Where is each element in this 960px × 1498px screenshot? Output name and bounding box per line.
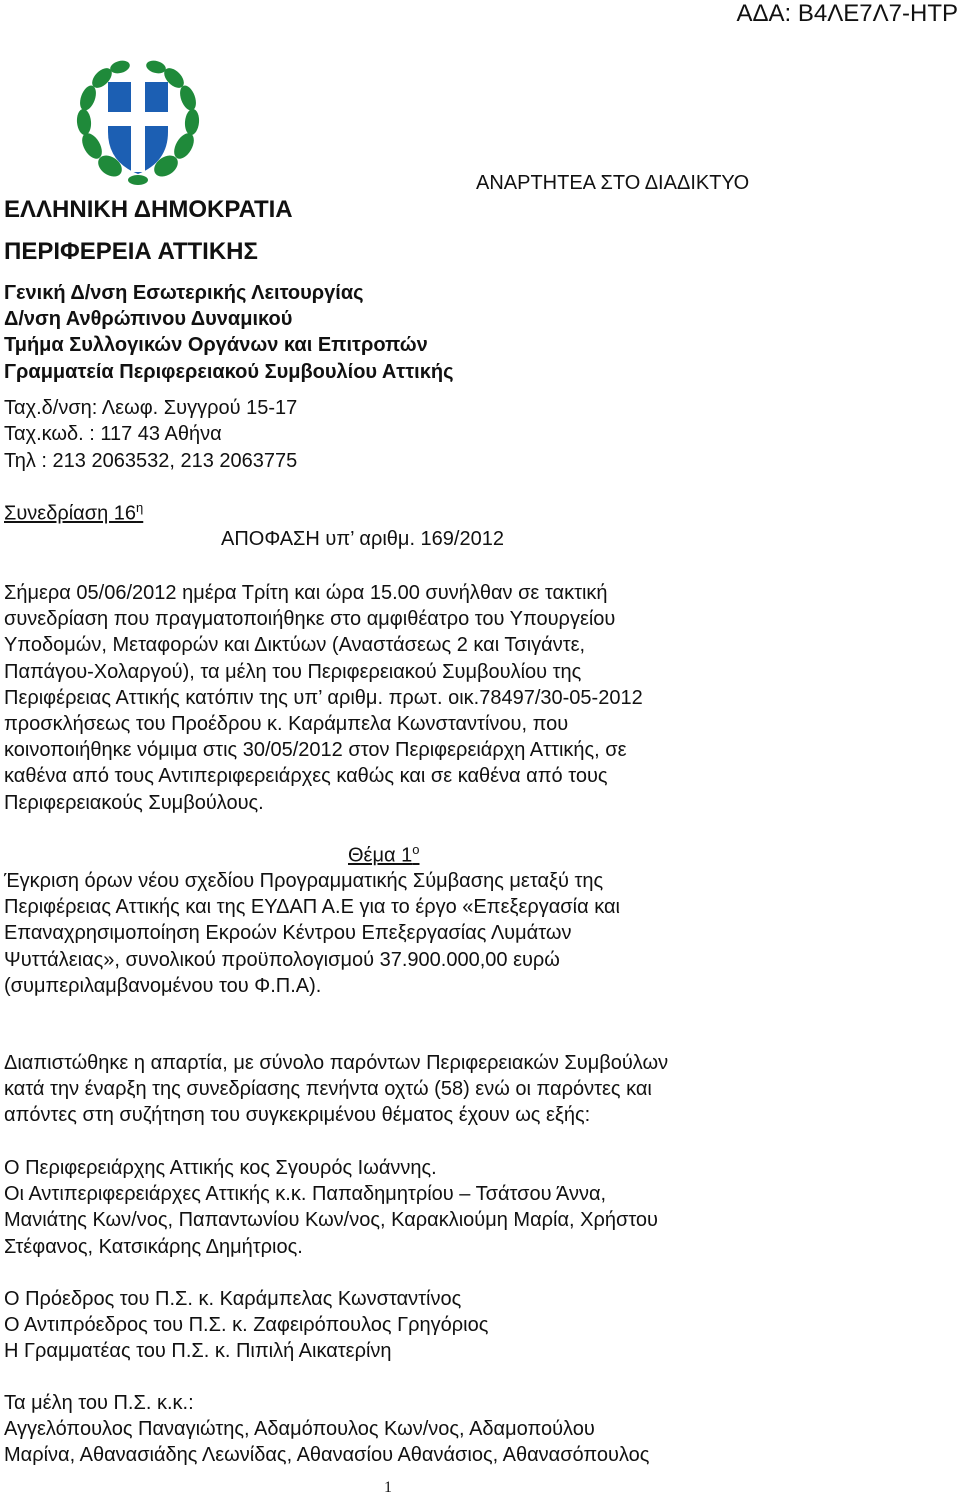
republic-title: ΕΛΛΗΝΙΚΗ ΔΗΜΟΚΡΑΤΙΑ (4, 196, 293, 223)
text-line: κοινοποιήθηκε νόμιμα στις 30/05/2012 στον Περιφερειάρχη Αττικής, σε (4, 739, 627, 762)
text-line: Σήμερα 05/06/2012 ημέρα Τρίτη και ώρα 15.00 συνήλθαν σε τακτική (4, 582, 608, 604)
posting-note: ΑΝΑΡΤΗΤΕΑ ΣΤΟ ΔΙΑΔΙΚΤΥΟ (476, 172, 750, 194)
shield-cross-vertical (131, 82, 145, 172)
text-line: Παπάγου-Χολαργού), τα μέλη του Περιφερειακού Συμβουλίου της (4, 660, 582, 683)
text-line: Μαρίνα, Αθανασιάδης Λεωνίδας, Αθανασίου Αθανάσιος, Αθανασόπουλος (4, 1444, 650, 1467)
intro-paragraph (4, 580, 774, 816)
board-paragraph (4, 1286, 774, 1365)
text-line: Ο Περιφερειάρχης Αττικής κος Σγουρός Ιωάννης. (4, 1157, 437, 1179)
text-line: Ο Πρόεδρος του Π.Σ. κ. Καράμπελας Κωνσταντίνος (4, 1288, 462, 1310)
postal-address: Ταχ.δ/νση: Λεωφ. Συγγρού 15-17 (4, 397, 298, 419)
officials-paragraph (4, 1155, 774, 1260)
text-line: Διαπιστώθηκε η απαρτία, με σύνολο παρόντων Περιφερειακών Συμβούλων (4, 1052, 669, 1074)
text-line: απόντες στη συζήτηση του συγκεκριμένου θέματος έχουν ως εξής: (4, 1104, 591, 1127)
text-line: Ψυττάλειας», συνολικού προϋπολογισμού 37.900.000,00 ευρώ (4, 948, 560, 971)
text-line: Υποδομών, Μεταφορών και Δικτύων (Αναστάσεως 2 και Τσιγάντε, (4, 634, 586, 657)
text-line: Στέφανος, Κατσικάρης Δημήτριος. (4, 1235, 303, 1258)
postal-code: Ταχ.κωδ. : 117 43 Αθήνα (4, 423, 222, 445)
ada-code: ΑΔΑ: Β4ΛΕ7Λ7-ΗΤΡ (736, 0, 958, 27)
text-line: Περιφερειακούς Συμβούλους. (4, 791, 264, 814)
greek-coat-of-arms-icon (74, 60, 202, 188)
department-line: Δ/νση Ανθρώπινου Δυναμικού (4, 308, 293, 330)
session-number: Συνεδρίαση $16^\eta$ (4, 500, 144, 525)
text-line: Αγγελόπουλος Παναγιώτης, Αδαμόπουλος Κων/νος, Αδαμοπούλου (4, 1418, 595, 1441)
text-line: Επαναχρησιμοποίηση Εκροών Κέντρου Επεξεργασίας Λυμάτων (4, 922, 572, 945)
text-line: κατά την έναρξη της συνεδρίασης πενήντα οχτώ (58) ενώ οι παρόντες και (4, 1078, 652, 1101)
phone-numbers: Τηλ : 213 2063532, 213 2063775 (4, 450, 298, 472)
department-line: Γραμματεία Περιφερειακού Συμβουλίου Αττικής (4, 361, 454, 383)
text-line: προσκλήσεως του Προέδρου κ. Καράμπελα Κωνσταντίνου, που (4, 713, 569, 736)
page-number: 1 (384, 1479, 392, 1496)
topic-paragraph (4, 868, 774, 999)
text-line: Ο Αντιπρόεδρος του Π.Σ. κ. Ζαφειρόπουλος Γρηγόριος (4, 1314, 489, 1337)
text-line: Οι Αντιπεριφερειάρχες Αττικής κ.κ. Παπαδημητρίου – Τσάτσου Άννα, (4, 1183, 607, 1206)
region-title: ΠΕΡΙΦΕΡΕΙΑ ΑΤΤΙΚΗΣ (4, 238, 258, 265)
department-line: Γενική Δ/νση Εσωτερικής Λειτουργίας (4, 282, 364, 304)
department-line: Τμήμα Συλλογικών Οργάνων και Επιτροπών (4, 334, 428, 356)
text-line: Περιφέρειας Αττικής και της ΕΥΔΑΠ Α.Ε για το έργο «Επεξεργασία και (4, 896, 620, 919)
text-line: Τα μέλη του Π.Σ. κ.κ.: (4, 1392, 194, 1414)
text-line: (συμπεριλαμβανομένου του Φ.Π.Α). (4, 974, 322, 997)
text-line: καθένα από τους Αντιπεριφερειάρχες καθώς και σε καθένα από τους (4, 765, 608, 788)
members-paragraph (4, 1390, 774, 1469)
text-line: συνεδρίαση που πραγματοποιήθηκε στο αμφιθέατρο του Υπουργείου (4, 608, 616, 631)
text-line: Περιφέρειας Αττικής κατόπιν της υπ’ αριθμ. πρωτ. οικ.78497/30-05-2012 (4, 686, 643, 709)
decision-number: ΑΠΟΦΑΣΗ υπ’ αριθμ. 169/2012 (221, 528, 504, 550)
text-line: Έγκριση όρων νέου σχεδίου Προγραμματικής Σύμβασης μεταξύ της (4, 870, 604, 892)
text-line: Μανιάτης Κων/νος, Παπαντωνίου Κων/νος, Καρακλιούμη Μαρία, Χρήστου (4, 1209, 658, 1232)
quorum-paragraph (4, 1050, 774, 1129)
topic-heading: Θέμα $1^o$ (348, 842, 420, 867)
text-line: Η Γραμματέας του Π.Σ. κ. Πιπιλή Αικατερίνη (4, 1340, 392, 1363)
shield-cross-horizontal (108, 112, 168, 126)
